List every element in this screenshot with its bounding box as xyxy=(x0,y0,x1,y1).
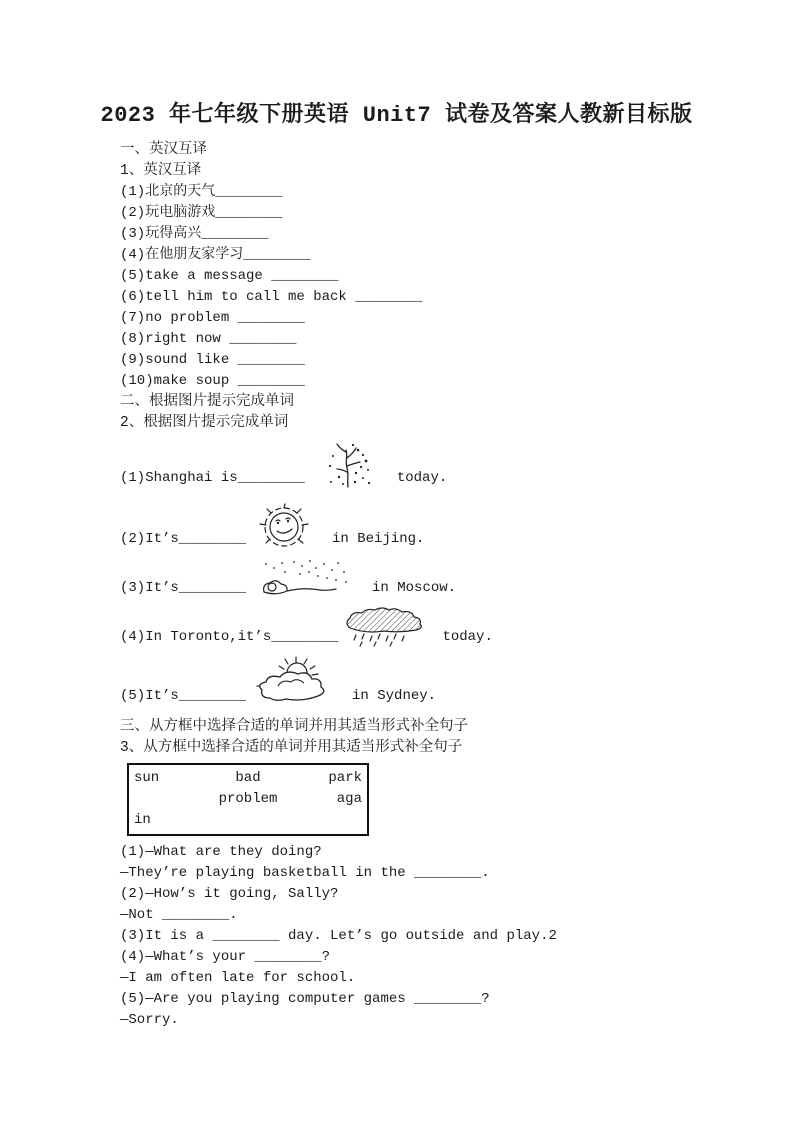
section1-subheading: 1、英汉互译 xyxy=(120,163,202,179)
picture-item-post: in Beijing. xyxy=(332,531,425,547)
word-box xyxy=(127,763,369,836)
exam-content xyxy=(120,140,720,1031)
picture-item-pre: (4)In Toronto,it’s________ xyxy=(120,629,339,645)
word-box-cell: in xyxy=(134,812,151,828)
word-box-cell xyxy=(205,810,291,831)
picture-item-beijing xyxy=(120,503,720,550)
fill-in-line: (2)—How’s it going, Sally? xyxy=(120,886,339,902)
word-box-cell: park xyxy=(328,770,362,786)
picture-item-sydney xyxy=(120,656,720,707)
translation-item: (9)sound like ________ xyxy=(120,352,305,368)
translation-item: (8)right now ________ xyxy=(120,331,297,347)
translation-item: (10)make soup ________ xyxy=(120,373,305,389)
section2-subheading: 2、根据图片提示完成单词 xyxy=(120,415,289,431)
picture-item-pre: (5)It’s________ xyxy=(120,688,247,704)
word-box-cell xyxy=(291,810,362,831)
word-box-cell: sun xyxy=(134,770,160,786)
translation-item: (6)tell him to call me back ________ xyxy=(120,289,423,305)
translation-item: (2)玩电脑游戏________ xyxy=(120,205,283,221)
word-box-cell xyxy=(134,789,205,810)
picture-item-pre: (3)It’s________ xyxy=(120,580,247,596)
fill-in-line: (1)—What are they doing? xyxy=(120,844,322,860)
picture-item-post: today. xyxy=(442,629,493,645)
fill-in-line: (4)—What’s your ________? xyxy=(120,949,331,965)
picture-item-pre: (1)Shanghai is________ xyxy=(120,470,305,486)
translation-item: (5)take a message ________ xyxy=(120,268,339,284)
word-box-cell: problem xyxy=(218,791,278,807)
picture-item-shanghai xyxy=(120,442,720,489)
word-box-row xyxy=(134,768,362,789)
fill-in-line: —Not ________. xyxy=(120,907,238,923)
fill-in-line: —They’re playing basketball in the ________. xyxy=(120,865,490,881)
section3-heading: 三、从方框中选择合适的单词并用其适当形式补全句子 xyxy=(120,719,468,735)
word-box-row xyxy=(134,789,362,810)
word-box-cell: bad xyxy=(235,770,261,786)
translation-item: (7)no problem ________ xyxy=(120,310,305,326)
fill-in-line: (5)—Are you playing computer games ________? xyxy=(120,991,490,1007)
section1-heading: 一、英汉互译 xyxy=(120,142,207,158)
picture-item-toronto xyxy=(120,607,720,648)
fill-in-line: —Sorry. xyxy=(120,1012,179,1028)
translation-item: (3)玩得高兴________ xyxy=(120,226,269,242)
fill-in-line: —I am often late for school. xyxy=(120,970,356,986)
windy-tree-icon xyxy=(325,442,373,488)
section3-subheading: 3、从方框中选择合适的单词并用其适当形式补全句子 xyxy=(120,740,463,756)
picture-item-post: in Moscow. xyxy=(372,580,457,596)
sun-icon xyxy=(254,503,316,549)
picture-item-moscow xyxy=(120,558,720,599)
translation-item: (1)北京的天气________ xyxy=(120,184,283,200)
fill-in-line: (3)It is a ________ day. Let’s go outside and play.2 xyxy=(120,928,557,944)
word-box-row xyxy=(134,810,362,831)
section2-heading: 二、根据图片提示完成单词 xyxy=(120,394,294,410)
snowy-ground-icon xyxy=(254,558,358,598)
picture-item-pre: (2)It’s________ xyxy=(120,531,247,547)
rain-cloud-icon xyxy=(342,607,430,647)
picture-item-post: today. xyxy=(396,470,448,486)
cloudy-sun-icon xyxy=(254,656,338,706)
translation-item: (4)在他朋友家学习________ xyxy=(120,247,311,263)
page-title: 2023 年七年级下册英语 Unit7 试卷及答案人教新目标版 xyxy=(100,103,693,128)
picture-item-post: in Sydney. xyxy=(352,688,437,704)
word-box-cell: aga xyxy=(336,791,362,807)
